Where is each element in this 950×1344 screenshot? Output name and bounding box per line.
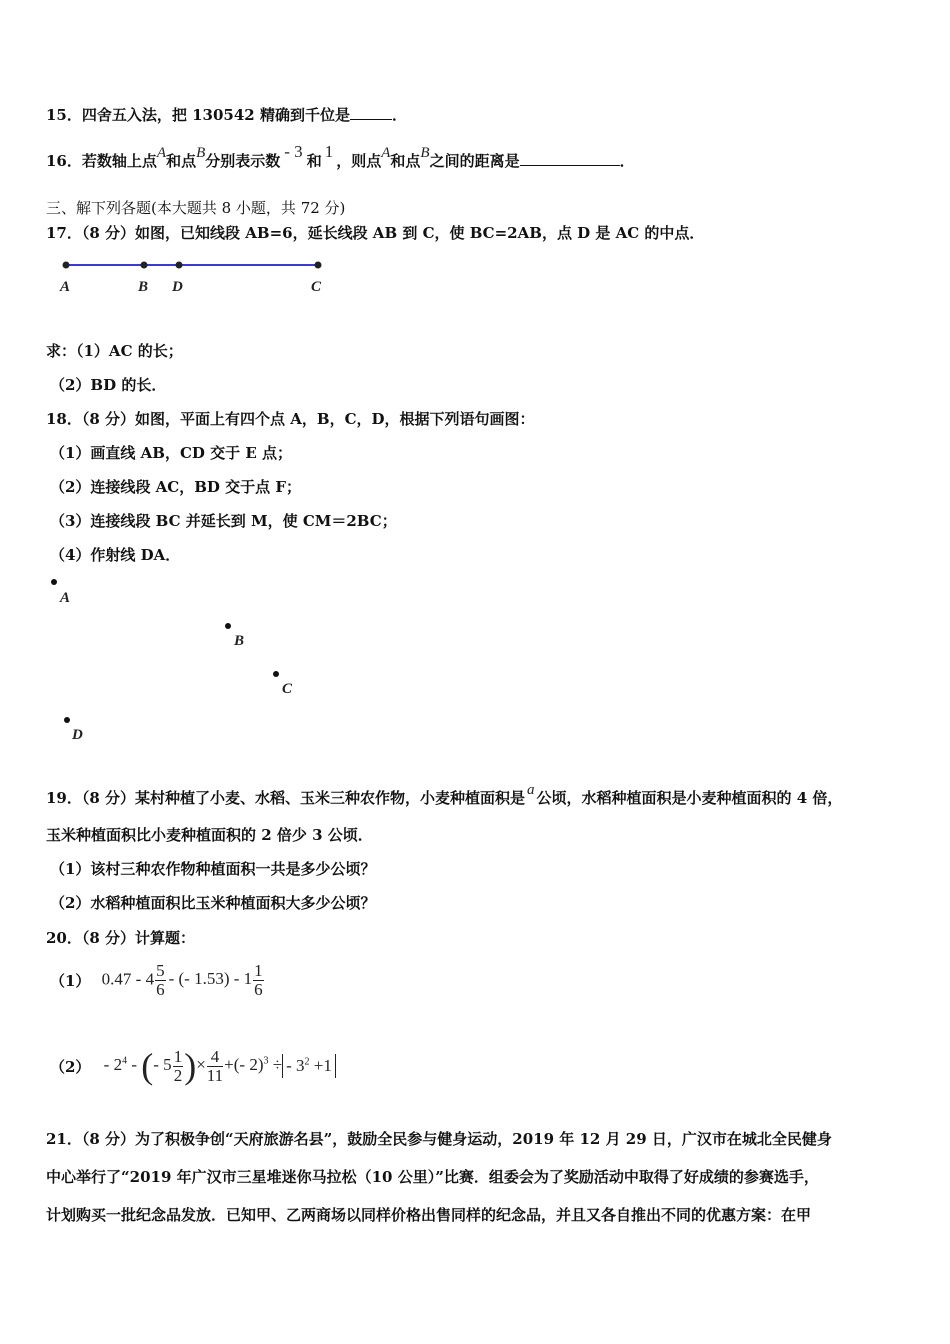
q18-point-a — [51, 579, 57, 585]
expression-1 — [102, 962, 265, 999]
point-label-b: B — [420, 145, 430, 161]
exponent: 2 — [304, 1056, 310, 1068]
text-segment: 分别表示数 — [205, 152, 281, 170]
expr-text: - — [127, 1054, 142, 1074]
fraction-5-6 — [155, 962, 166, 999]
q19-part-2: （2）水稻种植面积比玉米种植面积大多少公顷？ — [50, 894, 376, 912]
right-paren: ) — [184, 1046, 197, 1086]
expr-text: - (- 1.53) - 1 — [168, 969, 253, 989]
denominator: 2 — [173, 1065, 183, 1085]
fraction-4-11 — [207, 1048, 223, 1085]
expr-text: +(- 2) — [224, 1054, 264, 1074]
question-20 — [46, 927, 195, 948]
denominator: 11 — [206, 1065, 224, 1085]
q18-label-b: B — [234, 633, 245, 649]
point-c — [315, 262, 322, 269]
question-number: 19． — [46, 789, 82, 807]
numerator: 4 — [207, 1048, 223, 1067]
exponent: 3 — [263, 1055, 269, 1067]
question-text-end: ． — [391, 106, 407, 124]
question-18 — [46, 408, 535, 429]
expr-text: - 3 — [286, 1056, 305, 1075]
exponent: 4 — [122, 1055, 128, 1067]
fraction-1-2 — [173, 1048, 184, 1085]
fraction-1-6 — [253, 962, 264, 999]
text-segment: 和点 — [166, 152, 197, 170]
text-segment: 若数轴上点 — [81, 152, 157, 170]
question-text: （8 分）如图，平面上有四个点 A，B，C，D，根据下列语句画图： — [81, 410, 535, 428]
q18-point-c — [273, 671, 279, 677]
absolute-value — [282, 1054, 336, 1078]
question-text: （8 分）计算题： — [81, 929, 196, 947]
expr-text: +1 — [309, 1056, 332, 1075]
point-label-b: B — [196, 145, 206, 161]
q18-label-d: D — [72, 727, 83, 743]
number-minus-3: - 3 — [284, 142, 303, 161]
question-number: 16． — [46, 152, 82, 170]
question-number: 15． — [46, 106, 82, 124]
text-segment: ． — [619, 152, 635, 170]
number-1: 1 — [324, 142, 334, 161]
question-number: 17． — [46, 224, 82, 242]
expr-text: - 5 — [153, 1054, 172, 1074]
question-text: 公顷，水稻种植面积是小麦种植面积的 4 倍， — [536, 789, 843, 807]
section-heading: 三、解下列各题(本大题共 8 小题，共 72 分) — [46, 199, 346, 217]
divide-sign: ÷ — [268, 1054, 283, 1074]
part-label: （1） — [50, 971, 91, 990]
question-text: （8 分）某村种植了小麦、水稻、玉米三种农作物，小麦种植面积是 — [81, 789, 526, 807]
label-b: B — [138, 279, 149, 295]
point-b — [141, 262, 148, 269]
expression-2 — [104, 1045, 336, 1087]
text-segment: ，则点 — [336, 152, 382, 170]
part-label: （2） — [50, 1057, 91, 1076]
times-sign: × — [196, 1054, 206, 1074]
q18-point-d — [64, 717, 70, 723]
q18-part-4: （4）作射线 DA． — [50, 546, 181, 564]
text-segment: 和 — [306, 152, 322, 170]
text-segment: 之间的距离是 — [429, 152, 520, 170]
q19-line-2: 玉米种植面积比小麦种植面积的 2 倍少 3 公顷． — [46, 826, 373, 844]
point-d — [176, 262, 183, 269]
q18-part-1: （1）画直线 AB，CD 交于 E 点； — [50, 444, 293, 462]
q20-part-1 — [50, 962, 265, 999]
denominator: 6 — [156, 979, 165, 999]
question-21 — [46, 1128, 832, 1149]
question-text: （8 分）为了积极争创“天府旅游名县”，鼓励全民参与健身运动，2019 年 12 月 29 日，广汉市在城北全民健身 — [81, 1130, 832, 1148]
question-number: 20． — [46, 929, 82, 947]
expr-text: 0.47 - 4 — [101, 969, 155, 989]
q18-part-3: （3）连接线段 BC 并延长到 M，使 CM＝2BC； — [50, 512, 397, 530]
numerator: 1 — [254, 961, 263, 980]
question-text: （8 分）如图，已知线段 AB=6，延长线段 AB 到 C，使 BC=2AB，点 D 是 AC 的中点． — [81, 224, 705, 242]
q18-part-2: （2）连接线段 AC，BD 交于点 F； — [50, 478, 302, 496]
q21-line-3: 计划购买一批纪念品发放．已知甲、乙两商场以同样价格出售同样的纪念品，并且又各自推出不同的优惠方案：在甲 — [46, 1206, 812, 1224]
q18-label-c: C — [282, 681, 293, 697]
label-c: C — [311, 279, 322, 295]
text-segment: 和点 — [390, 152, 421, 170]
q20-part-2 — [50, 1045, 336, 1087]
question-text: 四舍五入法，把 130542 精确到千位是 — [81, 106, 350, 124]
q21-line-2: 中心举行了“2019 年广汉市三星堆迷你马拉松（10 公里）”比赛．组委会为了奖励活动中取得了好成绩的参赛选手， — [46, 1168, 819, 1186]
q18-label-a: A — [60, 590, 71, 606]
left-paren: ( — [141, 1046, 154, 1086]
point-label-a: A — [381, 145, 391, 161]
label-a: A — [60, 279, 71, 295]
numerator: 5 — [156, 961, 165, 980]
point-a — [63, 262, 70, 269]
q19-part-1: （1）该村三种农作物种植面积一共是多少公顷？ — [50, 860, 376, 878]
question-number: 21． — [46, 1130, 82, 1148]
point-label-a: A — [156, 145, 167, 161]
denominator: 6 — [254, 979, 263, 999]
question-number: 18． — [46, 410, 82, 428]
q18-point-b — [225, 623, 231, 629]
question-19 — [46, 782, 843, 808]
q17-ask-2: （2）BD 的长． — [50, 376, 167, 394]
q17-ask-1: 求：（1）AC 的长； — [46, 342, 183, 360]
expr-text: - 2 — [103, 1054, 123, 1074]
numerator: 1 — [173, 1046, 183, 1066]
label-d: D — [172, 279, 183, 295]
variable-a: a — [527, 782, 535, 798]
